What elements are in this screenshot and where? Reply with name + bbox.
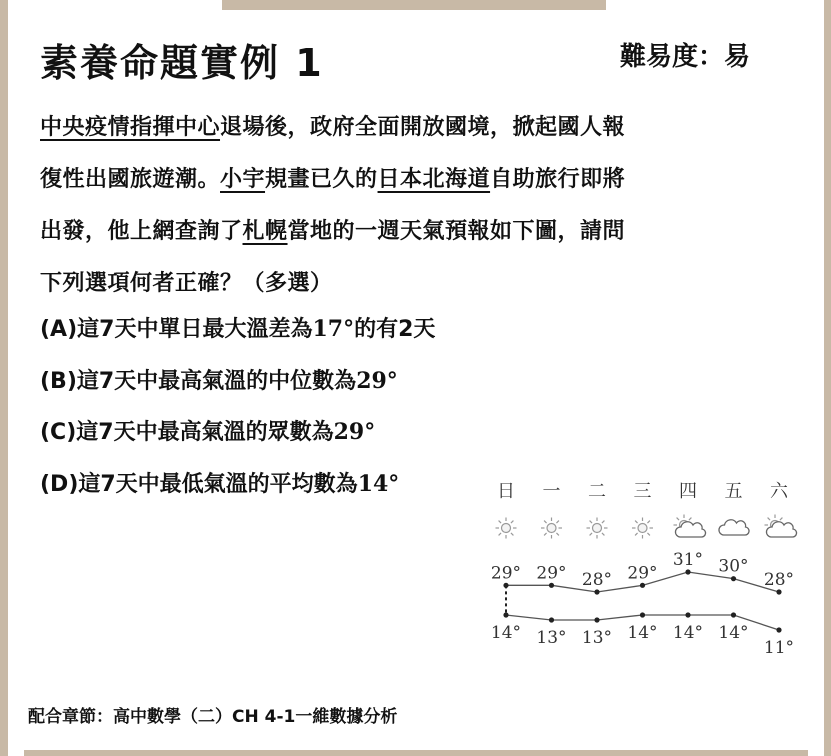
sun-ray bbox=[677, 518, 679, 520]
low-temp-point bbox=[503, 612, 508, 617]
question-segment: 自助旅行即將 bbox=[490, 167, 626, 192]
sun-ray bbox=[635, 533, 637, 535]
option-d: (D)這7天中最低氣溫的平均數為14° bbox=[40, 470, 400, 497]
sun-ray bbox=[768, 518, 770, 520]
day-label: 四 bbox=[679, 481, 697, 502]
sun-icon bbox=[632, 518, 653, 539]
sun-ray bbox=[635, 521, 637, 523]
sun-ray bbox=[499, 521, 501, 523]
underlined-term: 中央疫情指揮中心 bbox=[40, 115, 221, 140]
frame-right-border bbox=[824, 0, 831, 756]
sun-ray bbox=[689, 518, 691, 520]
sun-ray bbox=[511, 521, 513, 523]
weather-chart-svg bbox=[480, 470, 810, 670]
sun-ray bbox=[602, 521, 604, 523]
low-temp-label: 14° bbox=[627, 623, 658, 643]
low-temp-label: 11° bbox=[763, 638, 795, 658]
sun-ray bbox=[647, 533, 649, 535]
question-text bbox=[40, 102, 790, 310]
frame-left-border bbox=[0, 0, 8, 756]
sun-icon bbox=[496, 518, 517, 539]
sun-ray bbox=[511, 533, 513, 535]
sun-ray bbox=[544, 533, 546, 535]
option-a: (A)這7天中單日最大溫差為17°的有2天 bbox=[40, 316, 436, 342]
high-temp-label: 29° bbox=[627, 563, 658, 584]
underlined-term: 日本北海道 bbox=[377, 167, 491, 192]
day-label: 六 bbox=[770, 481, 788, 502]
low-temp-label: 14° bbox=[718, 623, 749, 643]
high-temp-label: 30° bbox=[718, 556, 749, 577]
low-temp-point bbox=[731, 612, 736, 617]
sun-ray bbox=[556, 521, 558, 523]
option-c: (C)這7天中最高氣溫的眾數為29° bbox=[40, 419, 376, 445]
sun-core bbox=[593, 524, 602, 533]
high-temp-label: 29° bbox=[536, 563, 567, 584]
high-temp-point bbox=[594, 589, 599, 594]
high-temp-label: 28° bbox=[581, 570, 613, 590]
sun-icon bbox=[541, 518, 562, 539]
low-temp-point bbox=[594, 617, 599, 622]
day-label: 二 bbox=[588, 481, 606, 502]
sun-icon bbox=[587, 518, 608, 539]
sun-core bbox=[638, 524, 647, 533]
frame-bottom-bar bbox=[24, 750, 808, 756]
options-list bbox=[40, 304, 435, 510]
cloud-icon bbox=[719, 520, 749, 535]
underlined-term: 札幌 bbox=[242, 219, 288, 244]
question-segment: 規畫已久的 bbox=[265, 167, 378, 192]
question-line bbox=[40, 154, 790, 206]
day-label: 三 bbox=[633, 481, 652, 502]
high-temp-point bbox=[731, 576, 736, 581]
sun-ray bbox=[544, 521, 546, 523]
high-temp-point bbox=[640, 583, 645, 588]
low-temp-point bbox=[685, 612, 690, 617]
day-label: 一 bbox=[542, 481, 561, 502]
high-temp-point bbox=[549, 583, 554, 588]
high-temp-point bbox=[776, 589, 781, 594]
sun-core bbox=[547, 524, 556, 533]
weather-forecast-chart bbox=[480, 470, 810, 670]
low-temp-point bbox=[640, 612, 645, 617]
sun-ray bbox=[499, 533, 501, 535]
frame-top-tab bbox=[222, 0, 606, 10]
question-line bbox=[40, 102, 790, 154]
question-line bbox=[40, 206, 790, 258]
question-segment: 退場後，政府全面開放國境，掀起國人報 bbox=[220, 115, 626, 140]
sun-ray bbox=[647, 521, 649, 523]
question-segment: 當地的一週天氣預報如下圖，請問 bbox=[287, 219, 626, 244]
day-label: 日 bbox=[497, 481, 515, 502]
low-temp-label: 14° bbox=[490, 623, 522, 643]
difficulty-label: 難易度：易 bbox=[620, 42, 751, 72]
sun-core bbox=[502, 524, 511, 533]
question-segment: 出發，他上網查詢了 bbox=[40, 219, 243, 244]
low-temp-point bbox=[776, 627, 781, 632]
question-segment: 下列選項何者正確？（多選） bbox=[40, 271, 333, 296]
high-temp-point bbox=[685, 569, 690, 574]
high-temp-label: 31° bbox=[672, 550, 704, 570]
sun-ray bbox=[780, 518, 782, 520]
high-temp-point bbox=[503, 583, 508, 588]
sun-ray bbox=[602, 533, 604, 535]
option-b: (B)這7天中最高氣溫的中位數為29° bbox=[40, 367, 398, 394]
high-temp-label: 28° bbox=[763, 570, 795, 590]
question-segment: 復性出國旅遊潮。 bbox=[40, 167, 221, 192]
high-temp-label: 29° bbox=[490, 563, 522, 584]
question-line bbox=[40, 258, 790, 310]
sun-ray bbox=[556, 533, 558, 535]
underlined-term: 小宇 bbox=[220, 167, 266, 192]
low-temp-label: 13° bbox=[581, 628, 613, 648]
low-temp-label: 14° bbox=[672, 623, 704, 643]
low-temp-point bbox=[549, 617, 554, 622]
page-title: 素養命題實例 1 bbox=[40, 41, 324, 85]
sun-ray bbox=[590, 521, 592, 523]
low-temp-label: 13° bbox=[536, 628, 567, 648]
day-label: 五 bbox=[724, 481, 743, 502]
chapter-footer: 配合章節：高中數學（二）CH 4-1一維數據分析 bbox=[28, 707, 398, 727]
sun-ray bbox=[590, 533, 592, 535]
